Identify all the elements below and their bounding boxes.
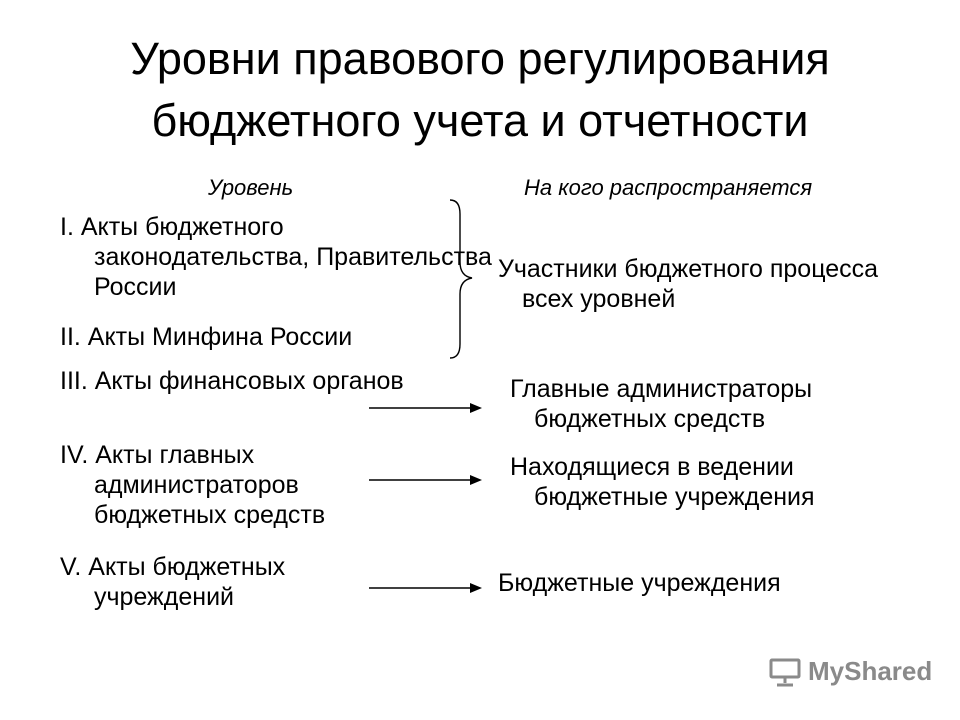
- column-header-level: Уровень: [208, 175, 294, 200]
- level-item-2: II. Акты Минфина России: [60, 323, 353, 351]
- scope-item-4: Бюджетные учреждения: [498, 569, 781, 597]
- scope-item-2: Главные администраторы бюджетных средств: [510, 375, 813, 433]
- arrow-level-4: [368, 472, 486, 488]
- arrow-level-3: [368, 400, 486, 416]
- arrow-level-5: [368, 580, 486, 596]
- level-item-4: IV. Акты главных администраторов бюджетных средств: [60, 441, 326, 529]
- level-item-5: V. Акты бюджетных учреждений: [60, 553, 286, 611]
- slide-title-line-1: Уровни правового регулирования: [130, 33, 830, 84]
- grouping-brace: [448, 198, 478, 360]
- presentation-board-icon: [768, 657, 802, 687]
- level-item-1: I. Акты бюджетного законодательства, Правительства России: [60, 213, 492, 301]
- slide-title: [0, 28, 960, 152]
- slide-title-line-2: бюджетного учета и отчетности: [151, 95, 809, 146]
- level-item-3: III. Акты финансовых органов: [60, 367, 404, 395]
- scope-item-1: Участники бюджетного процесса всех уровней: [498, 255, 879, 313]
- watermark-logo: [768, 656, 932, 687]
- column-header-scope: На кого распространяется: [524, 175, 813, 200]
- watermark-text: MyShared: [808, 656, 933, 686]
- scope-item-3: Находящиеся в ведении бюджетные учреждения: [510, 453, 815, 511]
